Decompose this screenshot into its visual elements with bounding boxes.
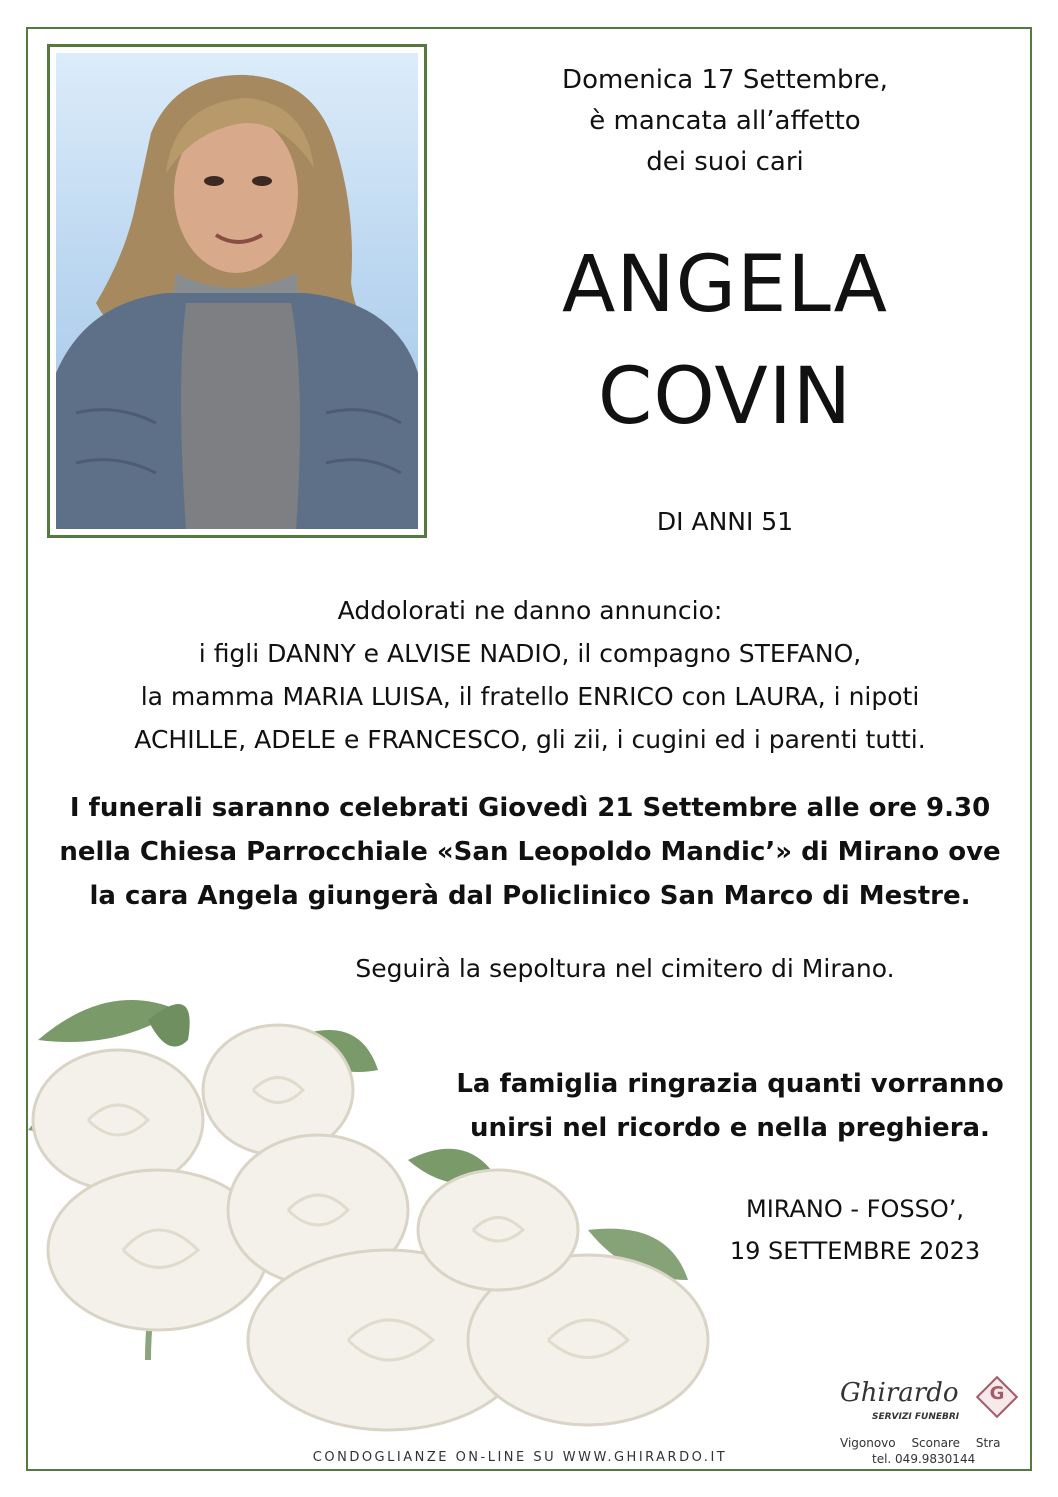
announcement-line: ACHILLE, ADELE e FRANCESCO, gli zii, i cugini ed i parenti tutti. (134, 725, 926, 754)
logo-towns: Vigonovo Sconare Stra (840, 1436, 1001, 1450)
announcement-line: la mamma MARIA LUISA, il fratello ENRICO con LAURA, i nipoti (140, 682, 920, 711)
deceased-age: DI ANNI 51 (656, 507, 794, 536)
announcement-line: Addolorati ne danno annuncio: (337, 596, 723, 625)
logo-badge-letter: G (989, 1383, 1005, 1404)
white-roses-image (28, 980, 728, 1469)
portrait-photo (56, 53, 418, 529)
place-date (700, 1188, 1010, 1272)
funeral-home-logo (830, 1378, 1030, 1468)
intro-text (520, 60, 930, 183)
thanks-text (450, 1062, 1010, 1150)
funeral-line: la cara Angela giungerà dal Policlinico San Marco di Mestre. (89, 881, 971, 911)
announcement-line: i figli DANNY e ALVISE NADIO, il compagno STEFANO, (198, 639, 862, 668)
burial-text: Seguirà la sepoltura nel cimitero di Mirano. (355, 954, 895, 983)
thanks-line: La famiglia ringrazia quanti vorranno (456, 1069, 1004, 1099)
funeral-details (40, 786, 1020, 918)
portrait-frame (47, 44, 427, 538)
logo-name: Ghirardo (840, 1378, 959, 1408)
thanks-line: unirsi nel ricordo e nella preghiera. (470, 1113, 990, 1143)
deceased-first-name: ANGELA (561, 240, 889, 330)
logo-subtitle: SERVIZI FUNEBRI (872, 1412, 960, 1422)
date-text: 19 SETTEMBRE 2023 (729, 1237, 981, 1265)
announcement-block (60, 589, 1000, 761)
intro-line: Domenica 17 Settembre, (562, 65, 888, 95)
funeral-line: nella Chiesa Parrocchiale «San Leopoldo Mandic’» di Mirano ove (59, 837, 1001, 867)
funeral-line: I funerali saranno celebrati Giovedì 21 Settembre alle ore 9.30 (69, 793, 991, 823)
deceased-last-name: COVIN (597, 352, 853, 442)
intro-line: è mancata all’affetto (589, 106, 861, 136)
intro-line: dei suoi cari (646, 147, 804, 177)
condolences-footer: CONDOGLIANZE ON-LINE SU WWW.GHIRARDO.IT (312, 1450, 728, 1465)
place-text: MIRANO - FOSSO’, (746, 1195, 964, 1223)
logo-phone: tel. 049.9830144 (872, 1452, 976, 1466)
